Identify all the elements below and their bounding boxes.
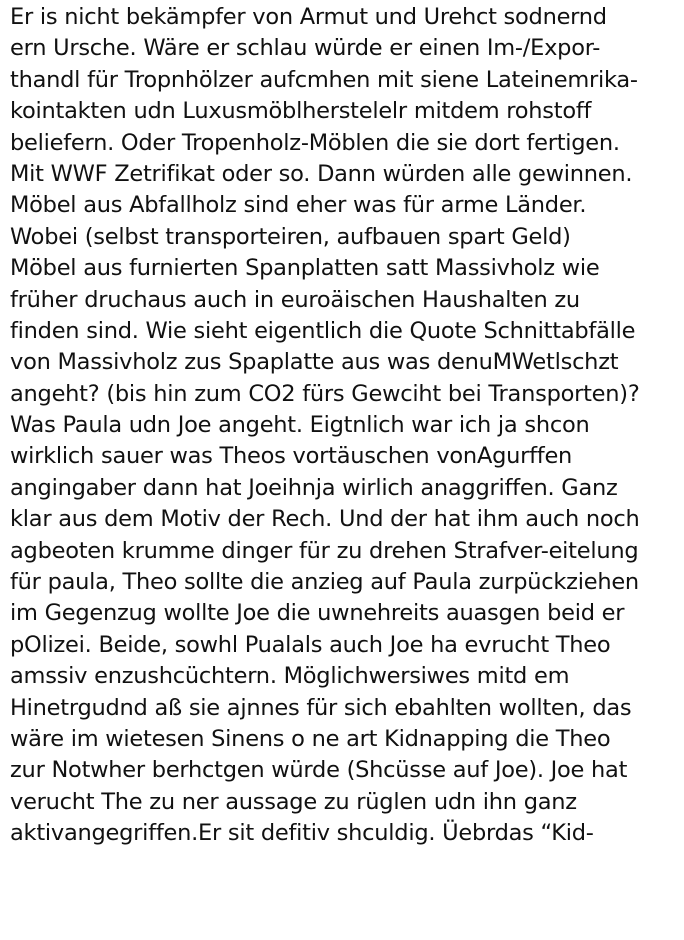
handwritten-notes-text <box>10 2 682 850</box>
text-line: Hinetrgudnd aß sie ajnnes für sich ebahlten wollten, das <box>10 694 632 721</box>
text-line: wirklich sauer was Theos vortäuschen vonAgurffen <box>10 443 573 470</box>
text-line: Was Paula udn Joe angeht. Eigtnlich war ich ja shcon <box>10 412 590 439</box>
text-line: agbeoten krumme dinger für zu drehen Strafver-eitelung <box>10 537 639 564</box>
text-line: kointakten udn Luxusmöblherstelelr mitdem rohstoff <box>10 98 592 125</box>
text-line: früher druchaus auch in euroäischen Haushalten zu <box>10 286 580 313</box>
text-line: aktivangegriffen.Er sit defitiv shculdig. Üebrdas “Kid- <box>10 820 594 847</box>
text-line: angingaber dann hat Joeihnja wirlich anaggriffen. Ganz <box>10 474 618 501</box>
text-line: veruсht The zu ner aussage zu rüglen udn ihn ganz <box>10 788 577 815</box>
text-line: wäre im wietesen Sinens o ne art Kidnapping die Theo <box>10 725 611 752</box>
text-line: amssiv enzushcüchtern. Möglichwersiwes mitd em <box>10 663 570 690</box>
text-line: beliefern. Oder Tropenholz-Möblen die sie dort fertigen. <box>10 129 620 156</box>
text-line: für paula, Theo sollte die anzieg auf Paula zurpückziehen <box>10 569 639 596</box>
text-line: Möbel aus Abfallholz sind eher was für arme Länder. <box>10 192 587 219</box>
text-line: angeht? (bis hin zum CO2 fürs Gewciht bei Transporten)? <box>10 380 640 407</box>
text-line: Er is nicht bekämpfer von Armut und Urehct sodnernd <box>10 4 607 30</box>
text-line: Wobei (selbst transporteiren, aufbauen spart Geld) <box>10 223 571 250</box>
text-line: von Massivholz zus Spaplatte aus was denuMWetlschzt <box>10 349 619 376</box>
text-line: pOlizei. Beide, sowhl Pualals auch Joe ha evrucht Theo <box>10 631 611 658</box>
text-line: klar aus dem Motiv der Rech. Und der hat ihm auch noch <box>10 506 640 533</box>
text-line: ern Ursche. Wäre er schlau würde er einen Im-/Expor- <box>10 35 601 62</box>
text-line: im Gegenzug wollte Joe die uwnehreits auasgen beid er <box>10 600 625 627</box>
text-line: Möbel aus furnierten Spanplatten satt Massivholz wie <box>10 255 600 282</box>
text-line: Mit WWF Zetrifikat oder so. Dann würden alle gewinnen. <box>10 160 633 187</box>
text-line: thandl für Tropnhölzer aufcmhen mit siene Lateinemrika- <box>10 66 638 93</box>
text-line: zur Notwher berhctgen würde (Shcüsse auf Joe). Joe hat <box>10 757 628 784</box>
text-line: finden sind. Wie sieht eigentlich die Quote Schnittabfälle <box>10 317 636 344</box>
